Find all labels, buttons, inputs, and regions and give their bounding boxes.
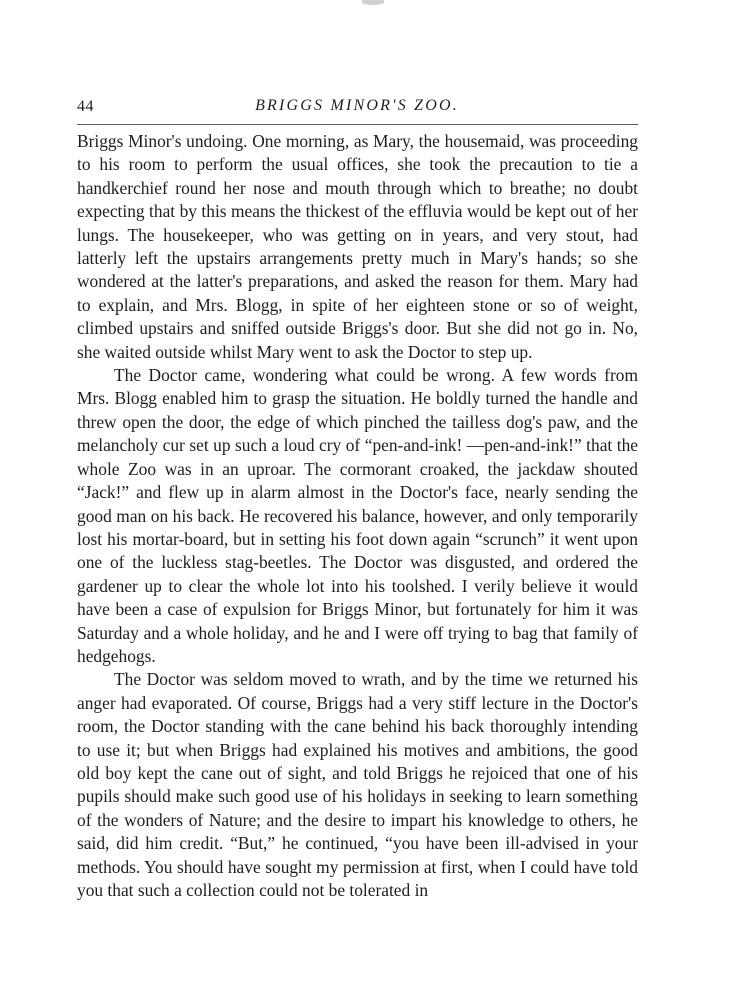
running-head bbox=[77, 96, 637, 122]
body-text bbox=[77, 130, 638, 902]
paragraph-continued: Briggs Minor's undoing. One morning, as Mary, the housemaid, was proceeding to his room to perform the usual offices, she took the precaution to tie a handkerchief round her nose and mouth through which to breathe; no doubt expecting that by this means the thickest of the effluvia would be kept out of her lungs. The housekeeper, who was getting on in years, and very stout, had latterly left the upstairs arrangements pretty much in Mary's hands; so she wondered at the latter's preparations, and asked the reason for them. Mary had to explain, and Mrs. Blogg, in spite of her eighteen stone or so of weight, climbed upstairs and sniffed outside Briggs's door. But she did not go in. No, she waited outside whilst Mary went to ask the Doctor to step up. bbox=[77, 131, 638, 362]
paragraph: The Doctor was seldom moved to wrath, and by the time we returned his anger had evaporated. Of course, Briggs had a very stiff lecture in the Doctor's room, the Doctor standing with the cane behind his back thoroughly intending to use it; but when Briggs had explained his motives and ambitions, the good old boy kept the cane out of sight, and told Briggs he rejoiced that one of his pupils should make such good use of his holidays in seeking to learn something of the wonders of Nature; and the desire to impart his knowledge to others, he said, did him credit. “But,” he continued, “you have been ill-advised in your methods. You should have sought my permission at first, when I could have told you that such a collection could not be tolerated in bbox=[77, 669, 638, 900]
running-title: BRIGGS MINOR'S ZOO. bbox=[255, 97, 459, 114]
page-number: 44 bbox=[77, 98, 94, 115]
paragraph: The Doctor came, wondering what could be wrong. A few words from Mrs. Blogg enabled him to grasp the situation. He boldly turned the handle and threw open the door, the edge of which pinched the tailless dog's paw, and the melancholy cur set up such a loud cry of “pen-and-ink! —pen-and-ink!” that the whole Zoo was in an uproar. The cormorant croaked, the jackdaw shouted “Jack!” and flew up in alarm almost in the Doctor's face, nearly sending the good man on his back. He recovered his balance, however, and only temporarily lost his mortar-board, but in setting his foot down again “scrunch” it went upon one of the luckless stag-beetles. The Doctor was disgusted, and ordered the gardener up to clear the whole lot into his toolshed. I verily believe it would have been a case of expulsion for Briggs Minor, but fortunately for him it was Saturday and a whole holiday, and he and I were off trying to bag that family of hedgehogs. bbox=[77, 365, 638, 666]
header-rule bbox=[77, 124, 638, 125]
ink-blot-decoration bbox=[362, 0, 384, 5]
